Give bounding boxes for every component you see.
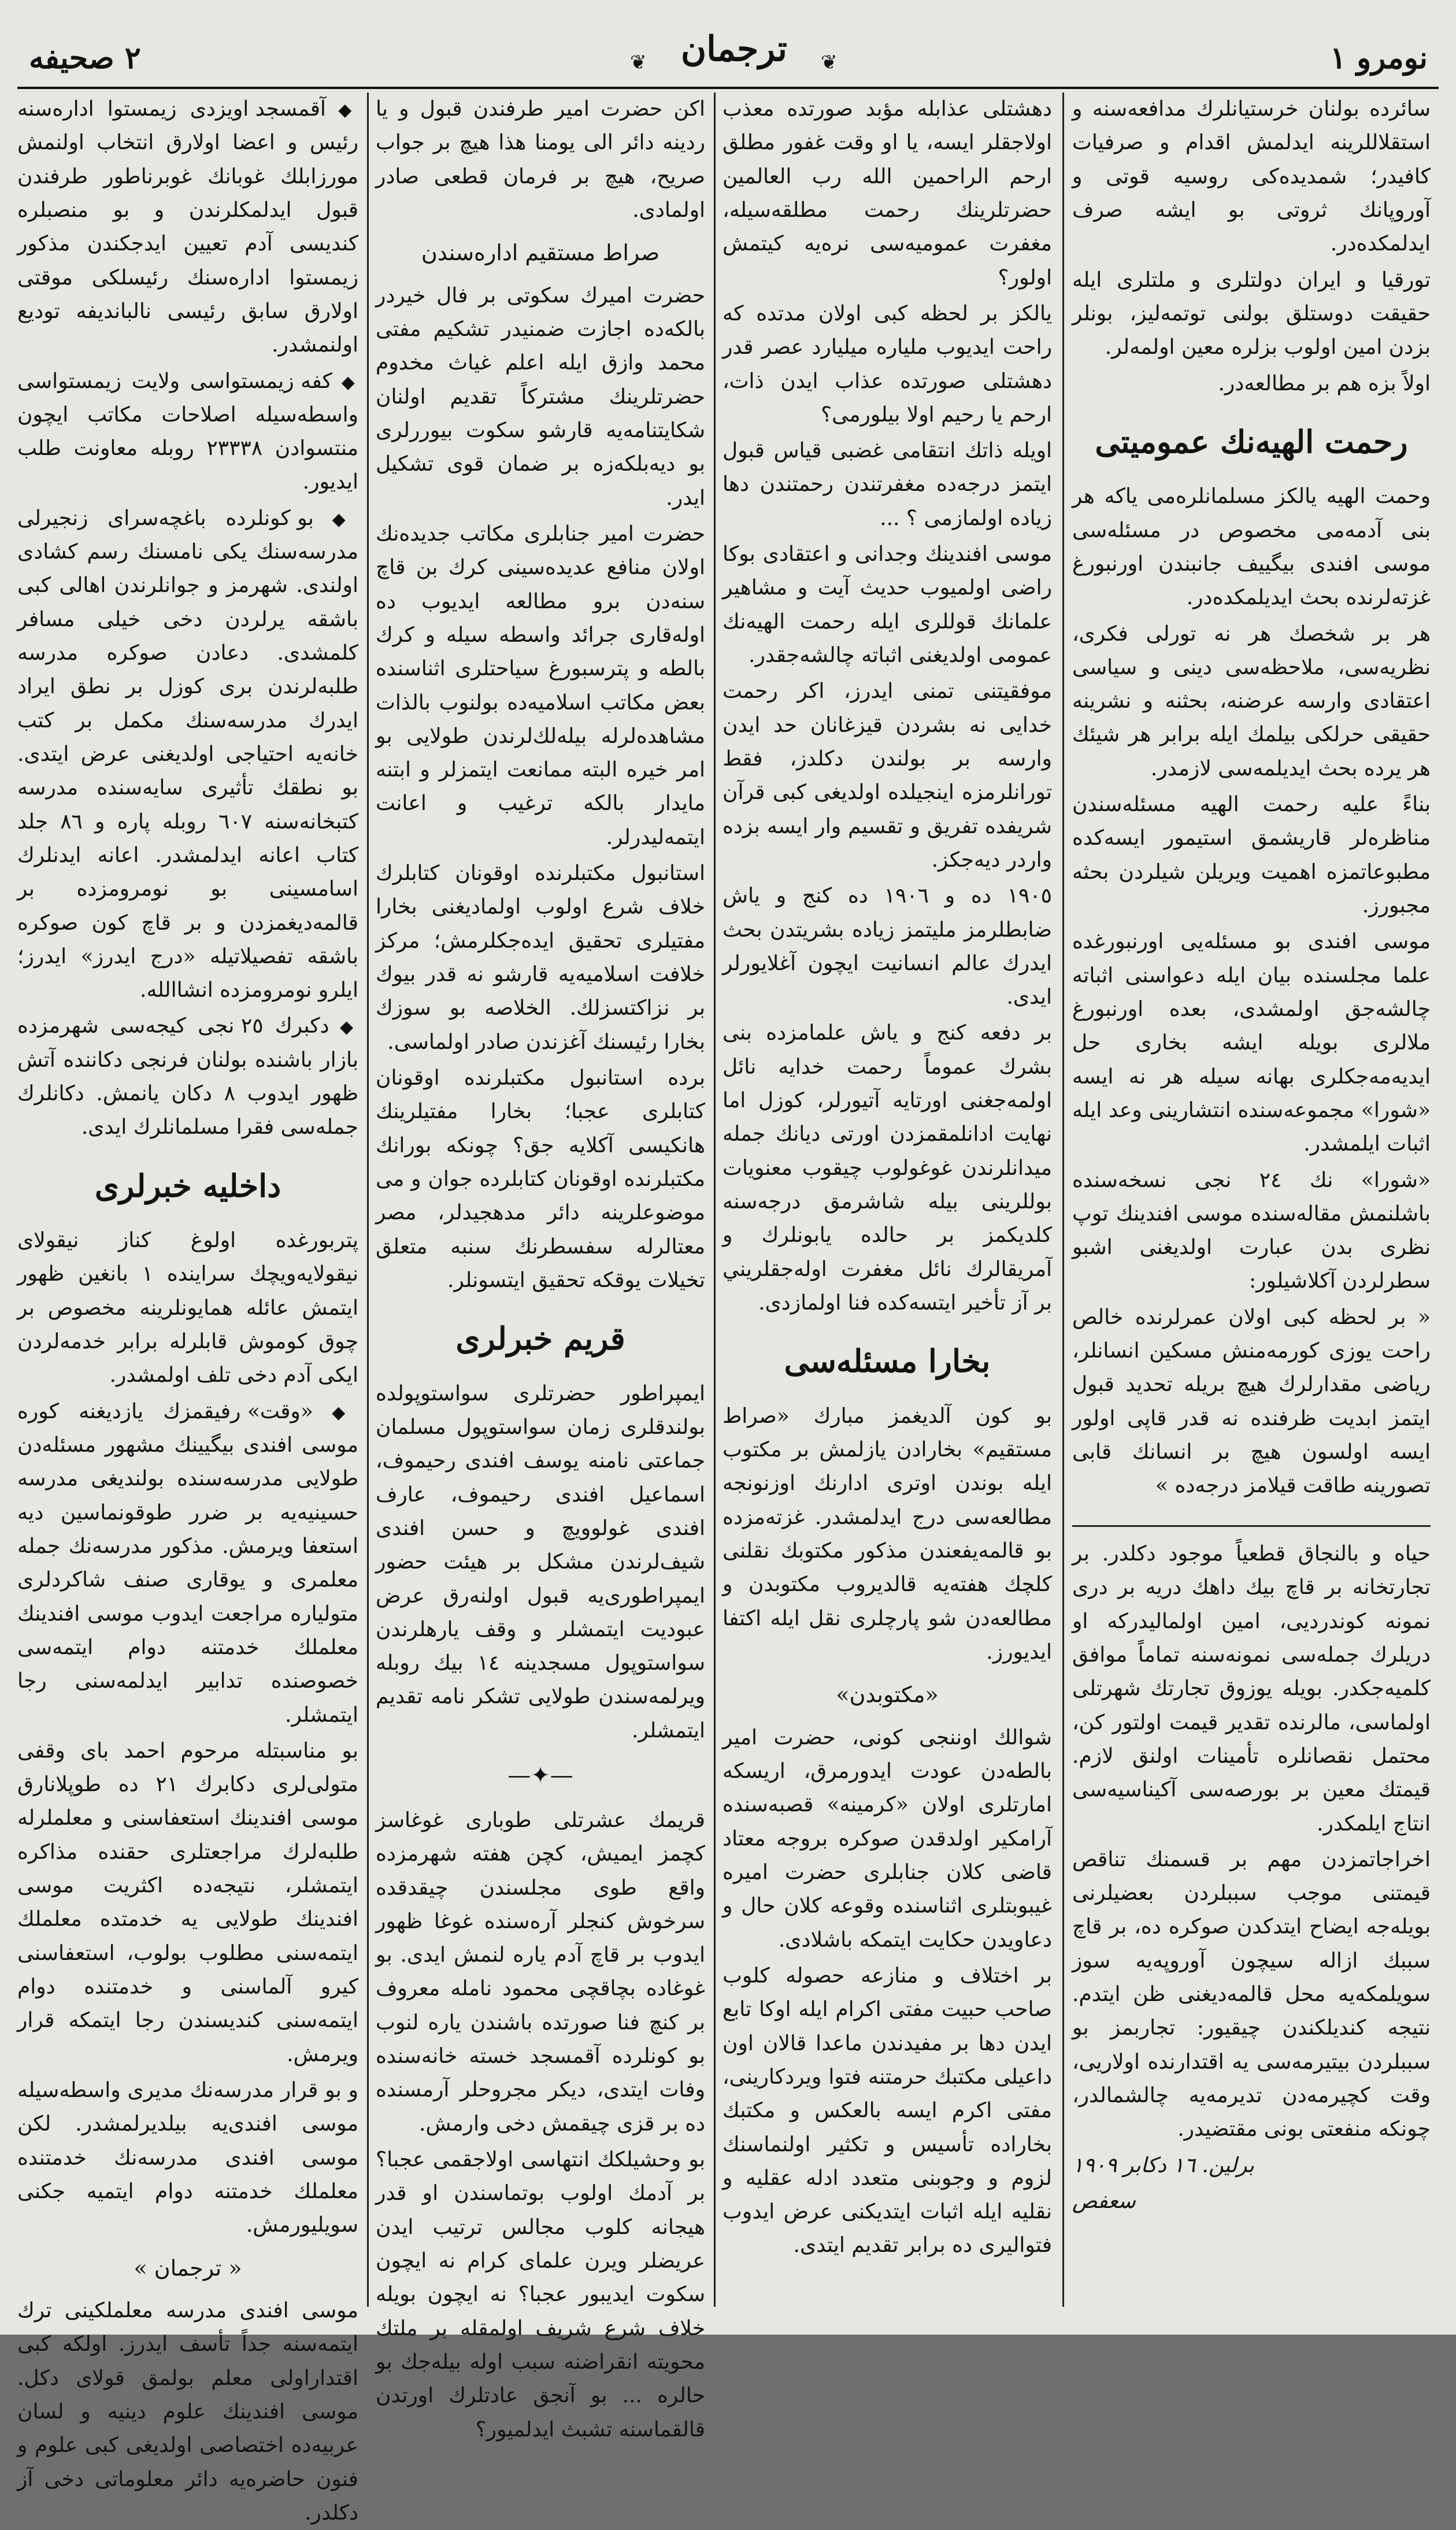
ornament-left-icon: ❦	[630, 51, 647, 74]
paragraph: اكن حضرت امير طرفندن قبول و يا ردينه دائر الى يومنا هذا هيچ بر جواب صريح، هيچ بر فرمان قطعى صادر اولمادى.	[376, 97, 705, 222]
news-item: ◆ آقمسجد اويزدى زيمستوا اداره‌سنه رئيس و اعضا اولارق انتخاب اولنمش مورزابلك غوبانك غوبرناطور طرفندن قبول ايدلمكلرندن و بو منصبلره كنديسى آدم تعيين ايدجكندن مذكور زيمستوا اداره‌سنك رئيسلكى موقتى اولارق سابق رئيسى نالبانديفه توديع اولنمشدر.	[17, 93, 358, 363]
column-rule	[367, 93, 369, 2307]
paragraph: تورقيا و ايران دولتلرى و ملتلرى ايله حقيقت دوستلق بولنى توتمه‌ليز، بونلر بزدن امين اولوب بزلره معين اولمه‌لر.	[1072, 268, 1431, 360]
column-rule	[1062, 93, 1064, 2307]
column-1-bottom	[1072, 1515, 1431, 2307]
paragraph: و بو قرار مدرسه‌نك مديرى واسطه‌سيله موسى افندى‌يه بيلديرلمشدر. لكن موسى افندى مدرسه‌نك خدمتنده معلملك خدمتنه دوام ايتميه جكنى سويليورمش.	[17, 2078, 358, 2237]
paragraph: اويله ذاتك انتقامى غضبى قياس قبول ايتمز درجه‌ده مغفرتندن رحمتندن دها زياده اولمازمى ؟ ...	[723, 439, 1052, 530]
paragraph: ايمپراطور حضرتلرى سواستوپولده بولندقلرى زمان سواستوپول مسلمان جماعتى نامنه يوسف افندى رحيموف، اسماعيل افندى رحيموف، عارف افندى غولوويچ و حسن افندى شيف‌لرندن مشكل بر هيئت حضور ايمپراطورى‌يه قبول اولنه‌رق عرض عبوديت ايتمشلر و وقف يارهلرندن سواستوپول مسجدينه ١٤ بيك روبله ويرلمه‌سندن طولايى تشكر نامه تقديم ايتمشلر.	[376, 1381, 705, 1743]
paragraph: موسى افندى بو مسئله‌يى اورنبورغده علما مجلسنده بيان ايله دعواسنى اثباته چالشه‌جق اولمشدى، بعده اورنبورغ ملالرى بويله ايشه بخارى حل ايديه‌مه‌جكلرى بهانه سيله هر نه ايسه «شورا» مجموعه‌سنده انتشارينى وعد ايله اثبات ايلمشدر.	[1072, 930, 1431, 1156]
news-item: ◆ «وقت» رفيقمزك يازديغنه كوره موسى افندى بيگيينك مشهور مسئله‌دن طولايى مدرسه‌سنده بولنديغى مدرسه حسينيه‌يه بر ضرر طوقونماسين ديه استعفا ويرمش. مذكور مدرسه‌نك جمله معلمرى و يوقارى صنف شاكردلرى متولياره مراجعت ايدوب موسى افندينك معلملك خدمتنه دوام ايتمه‌سى خصوصنده تدابير ايدلمه‌سنى رجا ايتمشلر.	[17, 1395, 358, 1732]
paragraph: يالكز بر لحظه كبى اولان مدتده كه راحت ايديوب ملياره ميليارد عصر قدر دهشتلى صورتده عذاب ايدن ذات، ارحم يا رحيم اولا بيلورمى؟	[723, 301, 1052, 427]
paragraph: بر دفعه كنج و ياش علمامزده بنى بشرك عموماً رحمت خدايه نائل اولمه‌جغنى اورتايه آتيورلر، كوزل اما نهايت ادانلمقمزدن اورتى ديانك جمله ميدانلرندن غوغولوب چيقوب معنويات بوللرينى بيله شاشرمق درجه‌سنه كلديكمز بر حالده يابونلرك و آمريقالرك نائل مغفرت اوله‌جقلريني بر آز تأخير ايتسه‌كده فنا اولمازدى.	[723, 1021, 1052, 1315]
ornament-right-icon: ❦	[821, 51, 838, 74]
paragraph: پتربورغده اولوغ كناز نيقولاى نيقولايه‌ويچك سراينده ۱ بانغين ظهور ايتمش عائله همايونلرينه مخصوص بر چوق كوموش قابلرله برابر خدمه‌لردن ايكى آدم دخى تلف اولمشدر.	[17, 1229, 358, 1388]
section-subtitle: « ترجمان »	[134, 2255, 242, 2281]
masthead	[17, 23, 1433, 87]
paragraph: بو كون آلديغمز مبارك «صراط مستقيم» بخارادن يازلمش بر مكتوب ايله بوندن اوترى ادارنك اوزنونجه مطالعه‌سى درج ايدلمشدر. غزته‌مزده بو قالمه‌يفعندن مذكور مكتوبك نقلنى كلچك هفته‌يه قالديروب مكتوبدن و مطالعه‌دن شو پارچلرى نقل ايله اكتفا ايديورز.	[723, 1404, 1052, 1664]
author-signature: سعفص	[1072, 2189, 1136, 2213]
paragraph: سائرده بولنان خرستيانلرك مدافعه‌سنه و استقلاللرينه ايدلمش اقدام و صرفيات كافيدر؛ شمديده‌كى روسيه قوتى و آوروپانك ثروتى بو ايشه صرف ايدلمكده‌در.	[1072, 97, 1431, 256]
article-title: داخليه خبرلرى	[94, 1167, 281, 1204]
issue-number: نومرو ١	[1329, 40, 1428, 76]
paragraph: « بر لحظه كبى اولان عمرلرنده خالص راحت يوزى كورمه‌منش مسكين انسانلر، رياضى مقدارلرك هيچ بريله تحديد قبول ايتمز ابديت ظرفنده نه قدر قاپى اولور ايسه اولسون هيچ بر انسانك قابى تصورينه طاقت قيلامز درجه‌ده »	[1072, 1305, 1431, 1498]
paragraph: حضرت امير جنابلرى مكاتب جديده‌نك اولان منافع عديده‌سينى كرك بن قاچ سنه‌دن برو مطالعه ايديوب ده اوله‌قارى جرائد واسطه سيله و كرك بالطه و پترسبورغ سياحتلرى اثناسنده بعض مكاتب اسلاميه‌ده بولنوب بالذات مشاهده‌لرله بيله‌لك‌لرندن طولايى بو امر خيره البته ممانعت ايتمزلر و ابتنه مايدار بالكه ترغيب و اعانت ايتمه‌ليدرلر.	[376, 521, 705, 849]
dateline: برلين. ١٦ دكابر ١٩٠٩	[1072, 2153, 1254, 2177]
column-2	[723, 93, 1052, 2307]
article-title: رحمت الهيه‌نك عموميتى	[1095, 423, 1408, 460]
paragraph: بو مناسبتله مرحوم احمد باى وقفى متولى‌لرى دكابرك ٢١ ده طوپلانارق موسى افندينك استعفاسنى و معلملرله طلبه‌لرك مراجعتلرى حقنده مذاكره ايتمشلر، نتيجه‌ده اكثريت موسى افندينك طولايى يه خدمتده معلملك ايتمه‌سنى مطلوب بولوب، استعفاسنى كيرو آلماسنى و خدمتنده دوام ايتمه‌سنى كنديسندن رجا ايتمكه قرار ويرمش.	[17, 1739, 358, 2066]
paragraph: بناءً عليه رحمت الهيه مسئله‌سندن مناظره‌لر قاريشمق استيمور ايسه‌كده مطبوعاتمزه اهميت ويريلن شيلردن بحثه مجبورز.	[1072, 793, 1431, 918]
column-rule	[714, 93, 716, 2307]
ornament-divider-icon: —✦—	[507, 1762, 573, 1789]
section-subtitle: «مكتوبدن»	[836, 1682, 939, 1708]
paragraph: بر اختلاف و منازعه حصوله كلوب صاحب حبيت مفتى اكرام ايله اوكا تابع ايدن دها بر مفيدندن ماعدا قالان اون داعيلى مكتبك حرمتنه فتوا ويردكارينى، مفتى اكرم ايسه بالعكس و مكتبك بخاراده تأسيس و تكثير اولنماسنك لزوم و وجوبنى متعدد ادله عقليه و نقليه ايله اثبات ايتديكنى عرض ايدوب فتواليرى ده برابر تقديم ايتدى.	[723, 1963, 1052, 2258]
paragraph: وحمت الهيه يالكز مسلمانلره‌مى ياكه هر بنى آدمه‌مى مخصوص در مسئله‌سى موسى افندى بيگييف جانبندن اورنبورغ غزته‌لرنده بحث ايديلمكده‌در.	[1072, 484, 1431, 610]
paragraph: اولاً بزه هم بر مطالعه‌در.	[1218, 371, 1431, 395]
paragraph: شوالك اوننجى كونى، حضرت امير بالطه‌دن عودت ايدورمرق، اريسكه امارتلرى اولان «كرمينه» قصبه‌سنده آرامكير اولدقدن صوكره بروجه معتاد قاضى كلان جنابلرى حضرت اميره غيبوبتلرى اثناسنده وقوعه كلان حال و دعاويدن حكايت ايتمكه باشلادى.	[723, 1725, 1052, 1952]
paragraph: دهشتلى عذابله مؤبد صورتده معذب اولاجقلر ايسه، يا او وقت غفور مطلق ارحم الراحمين الله رب العالمين حضرتلرينك رحمت مطلقه‌سيله، مغفرت عموميه‌سى نره‌يه كيتمش اولور؟	[723, 97, 1052, 290]
paragraph: استانبول مكتبلرنده اوقونان كتابلرك خلاف شرع اولوب اولماديغنى بخارا مفتيلرى تحقيق ايده‌جكلرمش؛ مركز خلافت اسلاميه‌يه قارشو نه قدر بيوك بر نزاكتسزلك. الخلاصه بو سوزك بخارا رئيسنك آغزندن صادر اولماسى.	[376, 861, 705, 1054]
paragraph: موفقيتنى تمنى ايدرز، اكر رحمت خدايى نه بشردن قيزغانان حد ايدن وارسه بر بولندن دكلدز، فقط تورانلرمزه اينجيلده اولديغى كبى قرآن شريفده تفريق و تقسيم وار ايسه بزده واردر ديه‌جكز.	[723, 679, 1052, 872]
paragraph: موسى افندينك وجدانى و اعتقادى بوكا راضى اولميوب حديث آيت و مشاهير علمانك قوللرى ايله رحمت الهيه‌نك عمومى اولديغنى اثباته چالشه‌جقدر.	[723, 542, 1052, 667]
paragraph: موسى افندى مدرسه معلملكينى ترك ايتمه‌سنه جداً تأسف ايدرز. اولكه كبى اقتداراولى معلم بولمق قولاى دكل. موسى افندينك علوم دينيه و لسان عربيه‌ده اختصاصى اولديغى كبى علوم و فنون حاضره‌يه دائر معلوماتى دخى آز دكلدر.	[17, 2299, 358, 2525]
paragraph: «شورا» نك ٢٤ نجى نسخه‌سنده باشلنمش مقاله‌سنده موسى افندينك توپ نظرى بدن عبارت اولديغنى اشبو سطرلردن آكلاشيلور:	[1072, 1168, 1431, 1293]
paragraph: حضرت اميرك سكوتى بر فال خيردر بالكه‌ده اجازت ضمنيدر تشكيم مفتى محمد وازق ايله اعلم غياث مخدوم حضرتلرينك مشتركاً تقديم اولنان شكايتنامه‌يه قارشو سكوت بيوررلرى بو ديه‌بلكه‌زه بر ضمان قوى تشكيل ايدر.	[376, 283, 705, 510]
header-rule	[17, 87, 1439, 89]
article-title: قريم خبرلرى	[455, 1320, 625, 1358]
divider	[1072, 1525, 1431, 1527]
newspaper-name: ترجمان	[681, 29, 787, 69]
column-4	[17, 93, 358, 2525]
paragraph: هر بر شخصك هر نه تورلى فكرى، نظريه‌سى، ملاحظه‌سى دينى و سياسى اعتقادى وارسه عرضنه، بحثنه و نشرينه حقيقى حرلكى بيلمك ايله برابر هر شيئك هر يرده بحث ايديلمه‌سى لازمدر.	[1072, 622, 1431, 781]
paragraph: اخراجاتمزدن مهم بر قسمنك تناقص قيمتنى موجب سببلردن بعضيلرنى بويله‌جه ايضاح ايتدكدن صوكره ده، بر قاچ سببك ازاله سيچون آوروپه‌يه سوز سويلمكه‌يه محل قالمه‌ديغنى ظن ايتدم. نتيجه كنديلكندن چيقيور: تجاربمز بو سببلردن بيتيرمه‌سى يه اقتدارنده اولاريى، وقت كچيرمه‌دن تديرمه‌يه چالشمالدر، چونكه منفعتى بونى مقتضيدر.	[1072, 1847, 1431, 2141]
news-item: ◆ بو كونلرده باغچه‌سراى زنجيرلى مدرسه‌سنك يكى نامسنك رسم كشادى اولندى. شهرمز و جوانلرندن اهالى كبى باشقه يرلردن دخى خيلى مسافر كلمشدى. دعادن صوكره مدرسه طلبه‌لرندن برى كوزل بر نطق ايراد ايدرك مدرسه‌سنك مكمل بر كتب خانه‌يه احتياجى اولديغنى عرض ايتدى. بو نطقك تأثيرى سايه‌سنده مدرسه كتبخانه‌سنه ٦٠٧ روبله پاره و ٨٦ جلد كتاب اعانه ايدلمشدر. اعانه ايدنلرك اسامسينى بو نومرومزده بر قالمه‌ديغمزدن و بر قاچ كون صوكره باشقه تفصيلاتيله «درج ايدرز» ايدرز؛ ايلرو نومرومزده انشاالله.	[17, 502, 358, 1008]
paragraph: برده استانبول مكتبلرنده اوقونان كتابلرى عجبا؛ بخارا مفتيلرينك هانكيسى آكلايه جق؟ چونكه بورانك مكتبلرنده اوقونان كتابلرده جوان و مى موضوعلرينه دائر مدهجيدلر، مصر معتالرله سفسطرنك سنبه متعلق تخيلات يوقكه تحقيق ايتسونلر.	[376, 1066, 705, 1292]
paragraph: ١٩٠٥ ده و ١٩٠٦ ده كنج و ياش ضابطلرمز مليتمز زياده بشريتدن بحث ايدرك عالم انسانيت ايچون آغلايورلر ايدى.	[723, 884, 1052, 1009]
column-3	[376, 93, 705, 2442]
news-item: ◆ كفه زيمستواسى ولايت زيمستواسى واسطه‌سيله اصلاحات مكاتب ايچون منتسوادن ٢٣٣٣٨ روبله معاونت طلب ايديور.	[17, 365, 358, 500]
paragraph: بو وحشيلكك انتهاسى اولاجقمى عجبا؟ بر آدمك اولوب بوتماسندن او قدر هيجانه كلوب مجالس ترتيب ايدن عريضلر ويرن علماى كرام نه ايچون سكوت ايديبور عجبا؟ نه ايچون بويله خلاف شرع شريف اولمقله بر ملتك محويته انقراضنه سبب اوله بيله‌جك بو حالره ... بو آنجق عادتلرك اورتدن قالقماسنه تشبث ايدلميور؟	[376, 2148, 705, 2442]
section-subtitle: صراط مستقيم اداره‌سندن	[421, 240, 660, 266]
article-title: بخارا مسئله‌سى	[784, 1342, 991, 1380]
page-number: ٢ صحيفه	[29, 40, 141, 76]
news-item: ◆ دكبرك ٢٥ نجى كيجه‌سى شهرمزده بازار باشنده بولنان فرنجى دكاننده آتش ظهور ايدوب ٨ دكان يانمش. دكانلرك جمله‌سى فقرا مسلمانلرك ايدى.	[17, 1009, 358, 1144]
paragraph: حياه و بالنجاق قطعياً موجود دكلدر. بر تجارتخانه بر قاچ بيك داهك دريه بر درى نمونه كوندرديى، امين اولماليدركه او دريلرك جمله‌سى نمونه‌سنه تماماً موافق كلميه‌جكدر. بويله يوزوق تجارتك شهرتلى اولماسى، مالرنده تقدير قيمت اولتور كن، محتمل نقصانلره تأمينات اولنق لازم. قيمتك معين بر بورصه‌سى آكيناسيه‌سى انتاج ايلمكدر.	[1072, 1542, 1431, 1836]
paragraph: قريمك عشرتلى طوبارى غوغاسز كچمز ايميش، كچن هفته شهرمزده واقع طوى مجلسندن چيقدقده سرخوش كنجلر آره‌سنده غوغا ظهور ايدوب بر قاچ آدم ياره لنمش ايدى. بو غوغاده بچاقچى محمود نامله معروف بر كنچ فنا صورتده باشندن ياره لنوب بو كونلرده آقمسجد خسته خانه‌سنده وفات ايتدى، ديكر مجروحلر آرمسنده ده بر قزى چيقمش دخى وارمش.	[376, 1808, 705, 2136]
